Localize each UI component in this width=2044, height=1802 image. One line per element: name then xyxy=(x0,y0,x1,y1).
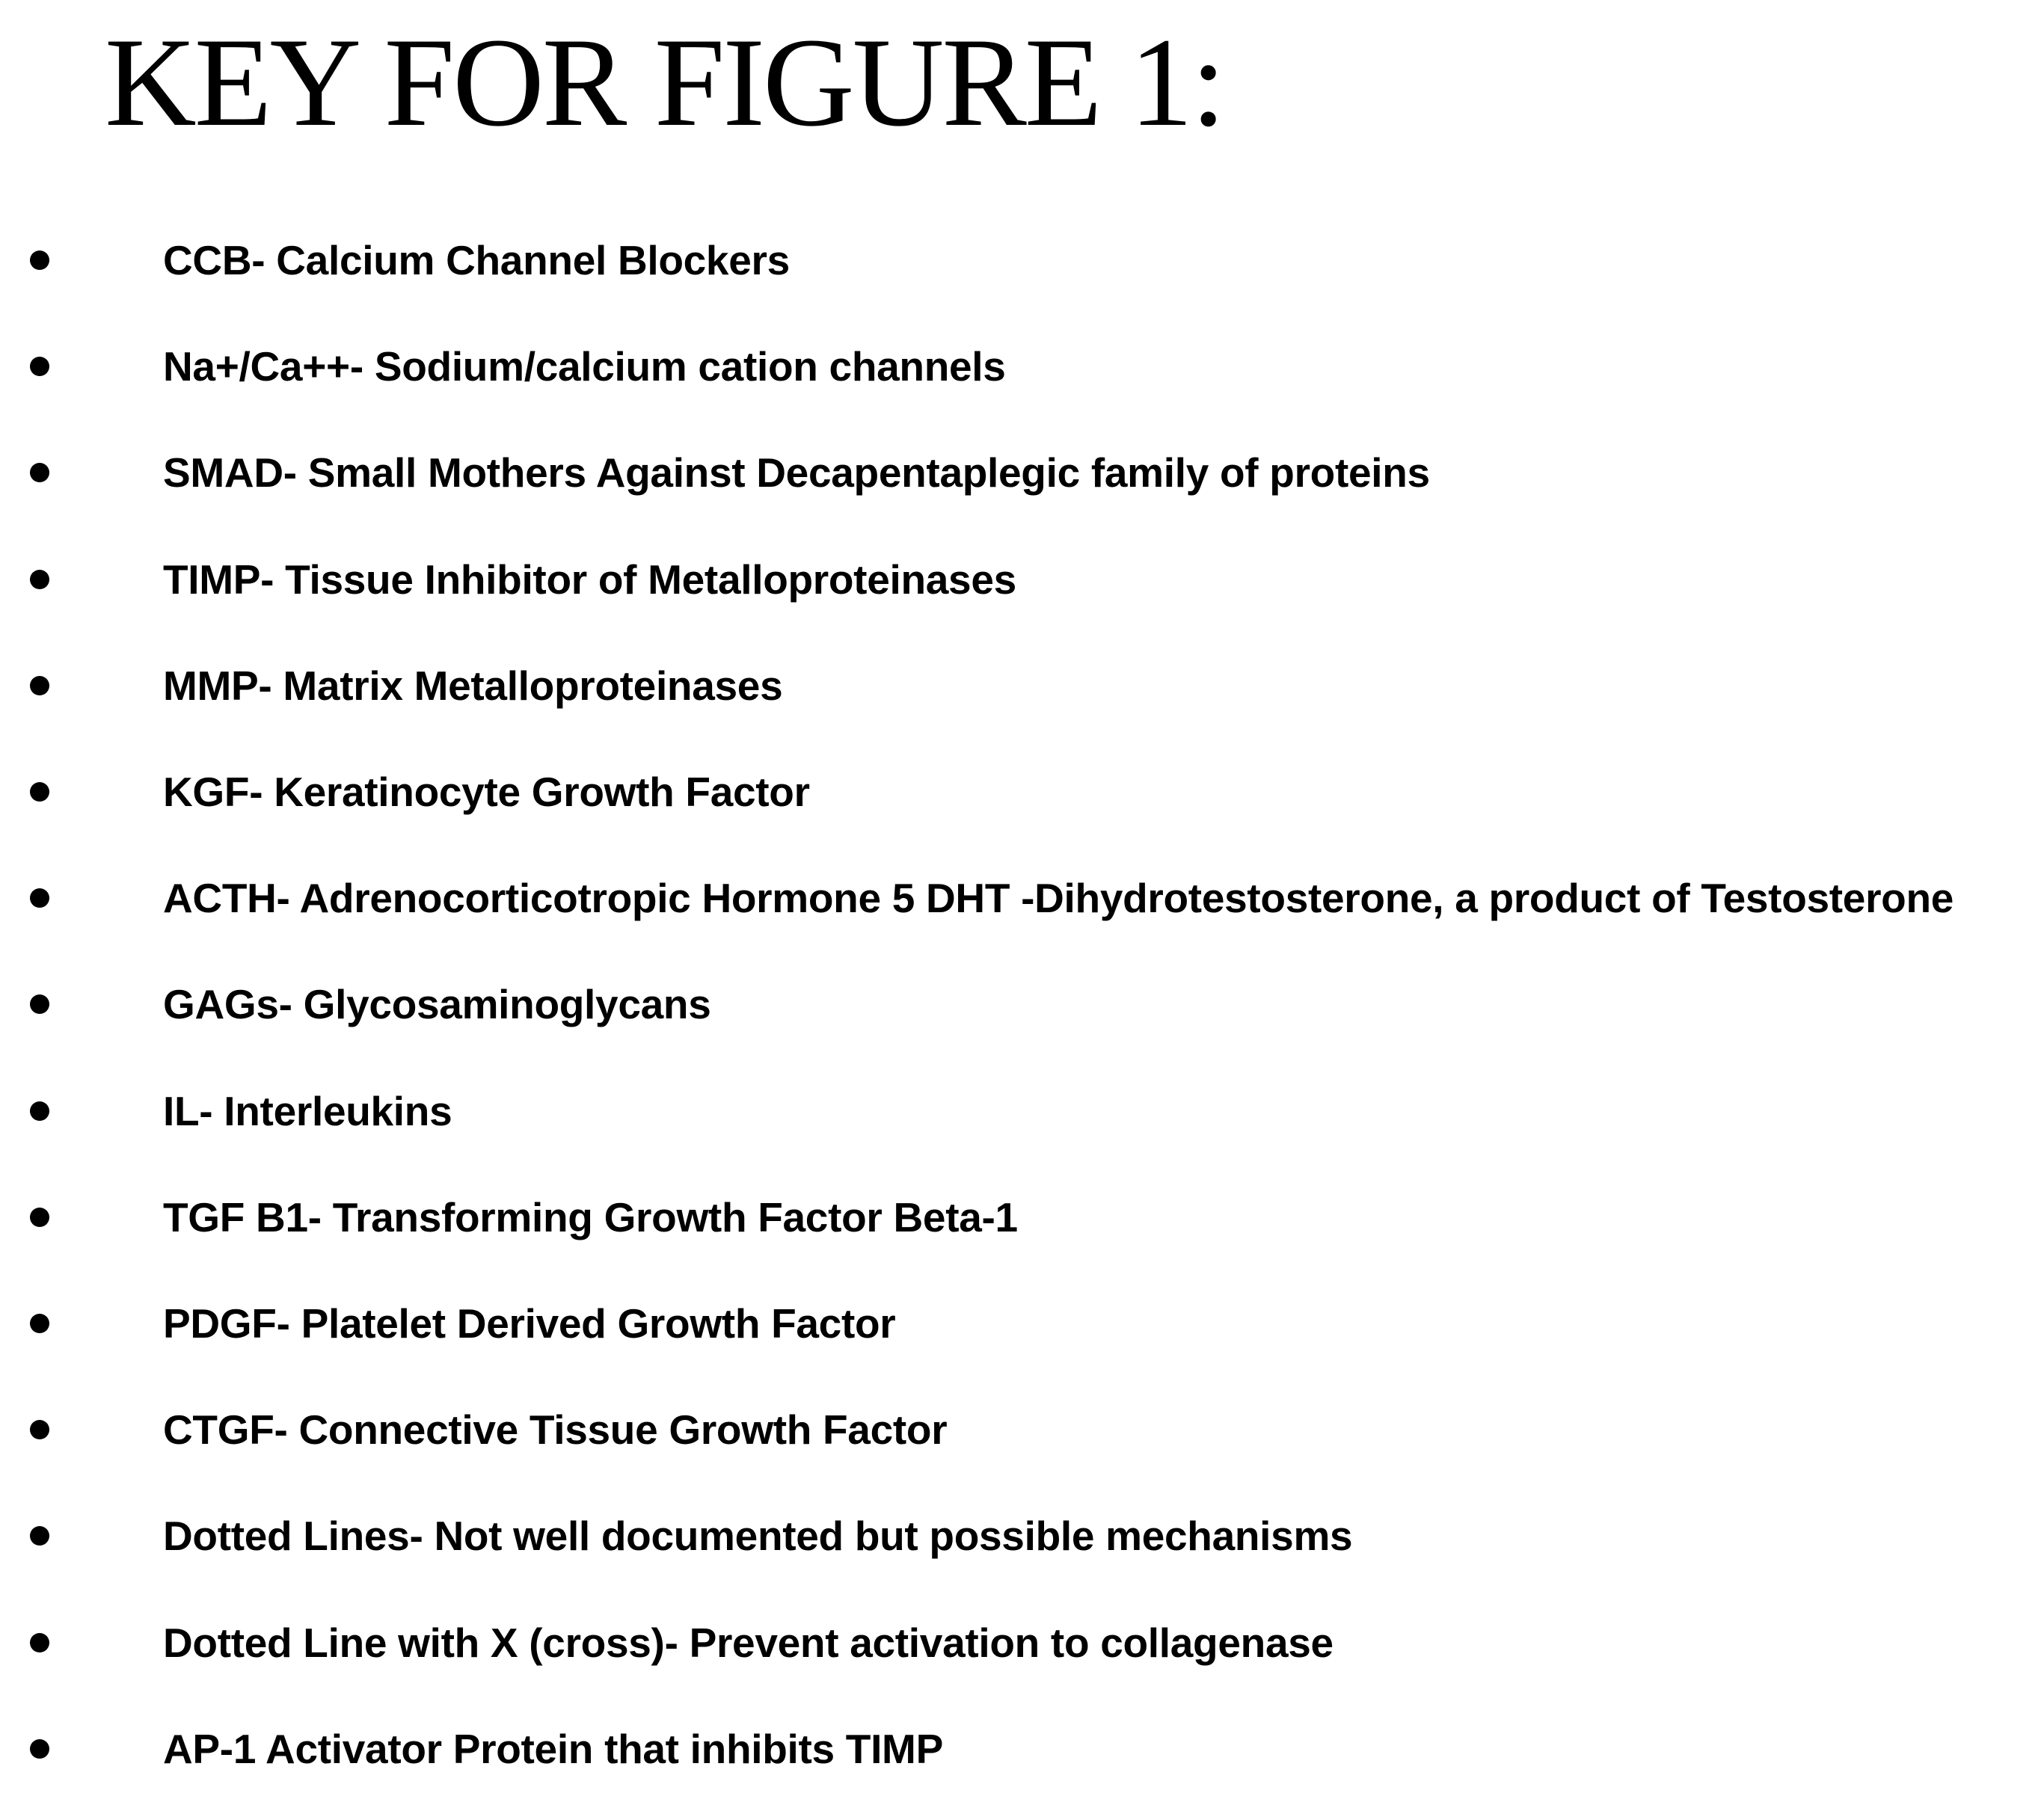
list-item-text: Na+/Ca++- Sodium/calcium cation channels xyxy=(163,343,1006,390)
list-item xyxy=(0,633,2044,739)
list-item-text: Dotted Line with X (cross)- Prevent activation to collagenase xyxy=(163,1619,1333,1666)
list-item xyxy=(0,1696,2044,1802)
page-title: KEY FOR FIGURE 1: xyxy=(105,12,1224,153)
bullet-icon xyxy=(30,888,49,908)
bullet-icon xyxy=(30,1101,49,1121)
list-item xyxy=(0,1589,2044,1695)
list-item-text: MMP- Matrix Metalloproteinases xyxy=(163,662,783,709)
bullet-icon xyxy=(30,1420,49,1439)
list-item-text: ACTH- Adrenocorticotropic Hormone 5 DHT -Dihydrotestosterone, a product of Testosterone xyxy=(163,875,1954,922)
list-item xyxy=(0,1483,2044,1589)
bullet-icon xyxy=(30,1314,49,1333)
list-item xyxy=(0,1377,2044,1483)
list-item-text: SMAD- Small Mothers Against Decapentaplegic family of proteins xyxy=(163,449,1430,496)
bullet-icon xyxy=(30,994,49,1014)
bullet-icon xyxy=(30,676,49,695)
bullet-icon xyxy=(30,782,49,802)
bullet-icon xyxy=(30,1739,49,1759)
list-item xyxy=(0,845,2044,951)
list-item-text: PDGF- Platelet Derived Growth Factor xyxy=(163,1300,896,1347)
bullet-icon xyxy=(30,357,49,376)
list-item xyxy=(0,1058,2044,1164)
list-item xyxy=(0,526,2044,633)
bullet-icon xyxy=(30,1526,49,1546)
list-item xyxy=(0,419,2044,526)
bullet-icon xyxy=(30,250,49,270)
list-item xyxy=(0,739,2044,845)
list-item xyxy=(0,1164,2044,1270)
list-item xyxy=(0,951,2044,1057)
list-item xyxy=(0,207,2044,313)
list-item-text: AP-1 Activator Protein that inhibits TIMP xyxy=(163,1725,943,1772)
list-item-text: TGF B1- Transforming Growth Factor Beta-1 xyxy=(163,1193,1018,1240)
list-item-text: Dotted Lines- Not well documented but possible mechanisms xyxy=(163,1513,1353,1560)
list-item-text: TIMP- Tissue Inhibitor of Metalloproteinases xyxy=(163,556,1016,603)
list-item-text: GAGs- Glycosaminoglycans xyxy=(163,981,711,1028)
bullet-icon xyxy=(30,1633,49,1652)
list-item-text: IL- Interleukins xyxy=(163,1087,452,1134)
list-item xyxy=(0,1270,2044,1377)
list-item-text: CCB- Calcium Channel Blockers xyxy=(163,237,790,284)
list-item xyxy=(0,313,2044,419)
bullet-icon xyxy=(30,570,49,589)
key-list xyxy=(0,207,2044,1802)
bullet-icon xyxy=(30,1208,49,1227)
bullet-icon xyxy=(30,463,49,482)
list-item-text: KGF- Keratinocyte Growth Factor xyxy=(163,769,810,816)
list-item-text: CTGF- Connective Tissue Growth Factor xyxy=(163,1406,948,1454)
